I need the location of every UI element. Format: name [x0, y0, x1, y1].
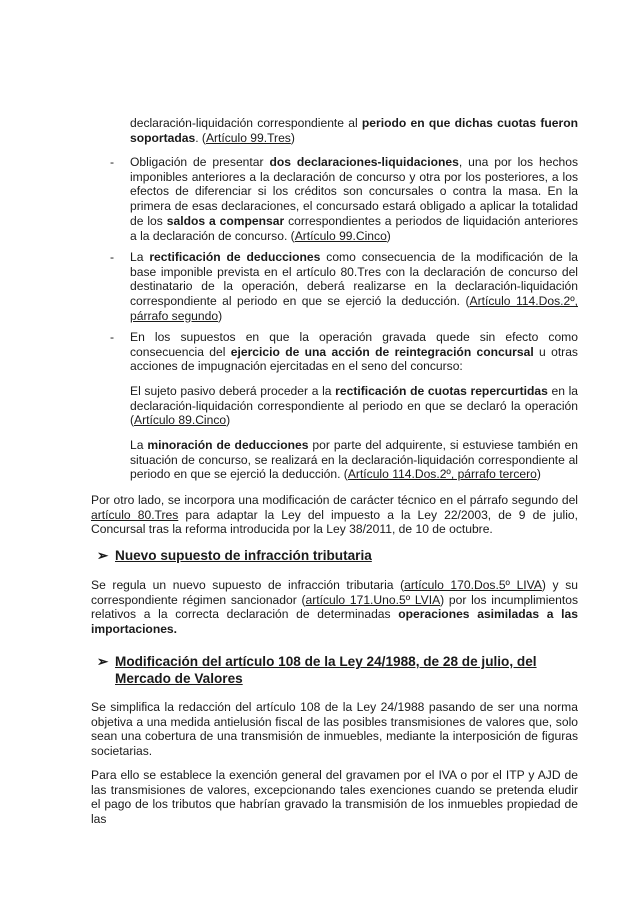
- bold-text: dos declaraciones-liquidaciones: [269, 155, 459, 169]
- text: ): [386, 228, 391, 243]
- section-heading: [97, 548, 582, 565]
- paragraph: [91, 578, 578, 637]
- dash-bullet: -: [110, 330, 115, 344]
- bold-text: ejercicio de una acción de reintegración concursal: [230, 344, 534, 359]
- text: ): [226, 413, 231, 428]
- text: La: [130, 250, 150, 264]
- text: Obligación de presentar: [130, 155, 270, 169]
- text: como consecuencia de la modificación de la base imponible prevista en el artículo 80.Tres con la declaración de concurso del destinatario de la operación, deberá realizarse en la declaración-liquidación correspondiente al periodo en que se ejerció la deducción. (: [130, 250, 579, 309]
- article-link[interactable]: Artículo 99.Cinco: [294, 228, 387, 243]
- text: para adaptar la Ley del impuesto a la Ley 22/2003, de 9 de julio, Concursal tras la reforma introducida por la Ley 38/2011, de 10 de octubre.: [91, 507, 578, 537]
- text: ) por los incumplimientos relativos a la correcta declaración de determinadas: [91, 592, 578, 622]
- bold-text: minoración de deducciones: [147, 438, 309, 452]
- paragraph: [91, 493, 578, 537]
- bold-text: periodo en que dichas cuotas fueron soportadas: [130, 116, 579, 145]
- text: En los supuestos en que la operación gravada quede sin efecto como consecuencia del: [130, 330, 578, 359]
- list-item: [130, 250, 578, 324]
- article-link[interactable]: artículo 80.Tres: [91, 507, 179, 522]
- arrow-bullet-icon: ➢: [97, 654, 109, 669]
- dash-bullet: -: [110, 250, 115, 264]
- text: Por otro lado, se incorpora una modificación de carácter técnico en el párrafo segundo del: [91, 493, 578, 507]
- article-link[interactable]: Artículo 114.Dos.2º, párrafo segundo: [130, 294, 578, 323]
- text: ): [290, 130, 295, 145]
- bold-text: saldos a compensar: [166, 213, 285, 228]
- text: ): [218, 308, 223, 323]
- article-link[interactable]: Artículo 114.Dos.2º, párrafo tercero: [347, 467, 537, 482]
- bold-text: operaciones asimiladas a las importaciones.: [91, 607, 578, 637]
- bold-text: rectificación de deducciones: [149, 250, 321, 264]
- sub-paragraph: [130, 438, 578, 482]
- heading-text: Modificación del artículo 108 de la Ley 24/1988, de 28 de julio, del Mercado de Valores: [115, 654, 537, 686]
- paragraph: Para ello se establece la exención general del gravamen por el IVA o por el ITP y AJD de las transmisiones de valores, excepcionando tales exenciones cuando se pretenda eludir el pago de los tributos que habrían gravado la transmisión de los inmuebles propiedad de las: [91, 768, 578, 827]
- article-link[interactable]: Artículo 89.Cinco: [134, 413, 227, 428]
- article-link[interactable]: Artículo 99.Tres: [205, 130, 291, 145]
- sub-paragraph: [130, 384, 578, 428]
- list-item: [130, 330, 578, 374]
- text: El sujeto pasivo deberá proceder a la: [130, 384, 336, 398]
- text: declaración-liquidación correspondiente al: [130, 116, 362, 130]
- paragraph: Se simplifica la redacción del artículo 108 de la Ley 24/1988 pasando de ser una norma objetiva a una medida antielusión fiscal de las posibles transmisiones de valores que, solo sean una cobertura de una transmisión de inmuebles, mediante la interposición de figuras societarias.: [91, 700, 578, 759]
- section-heading: [97, 654, 582, 688]
- text: , una por los hechos imponibles anteriores a la declaración de concurso y otra por los posteriores, a los efectos de diferenciar si los créditos son concursales o contra la masa. En la primera de esas declaraciones, el concursado estará obligado a aplicar la totalidad de los: [130, 155, 578, 228]
- text: . (: [195, 130, 206, 145]
- paragraph-continuation: [130, 116, 578, 145]
- heading-text: Nuevo supuesto de infracción tributaria: [115, 548, 372, 563]
- text: u otras acciones de impugnación ejercitadas en el seno del concurso:: [130, 344, 578, 374]
- text: por parte del adquirente, si estuviese también en situación de concurso, se realizará en la declaración-liquidación correspondiente al periodo en que se ejerció la deducción. (: [130, 438, 578, 482]
- dash-bullet: -: [110, 155, 115, 169]
- article-link[interactable]: artículo 171.Uno.5º LVIA: [305, 592, 441, 607]
- text: Se regula un nuevo supuesto de infracción tributaria (: [91, 578, 405, 592]
- text: ) y su correspondiente régimen sancionador (: [91, 578, 578, 607]
- text: en la declaración-liquidación correspondiente al periodo en que se declaró la operación (: [130, 384, 579, 428]
- text: La: [130, 438, 148, 452]
- text: correspondientes a periodos de liquidación anteriores a la declaración de concurso. (: [130, 213, 578, 243]
- text: ): [536, 467, 541, 482]
- arrow-bullet-icon: ➢: [97, 548, 109, 563]
- article-link[interactable]: artículo 170.Dos.5º LIVA: [404, 578, 542, 592]
- bold-text: rectificación de cuotas repercurtidas: [335, 384, 548, 398]
- list-item: [130, 155, 578, 243]
